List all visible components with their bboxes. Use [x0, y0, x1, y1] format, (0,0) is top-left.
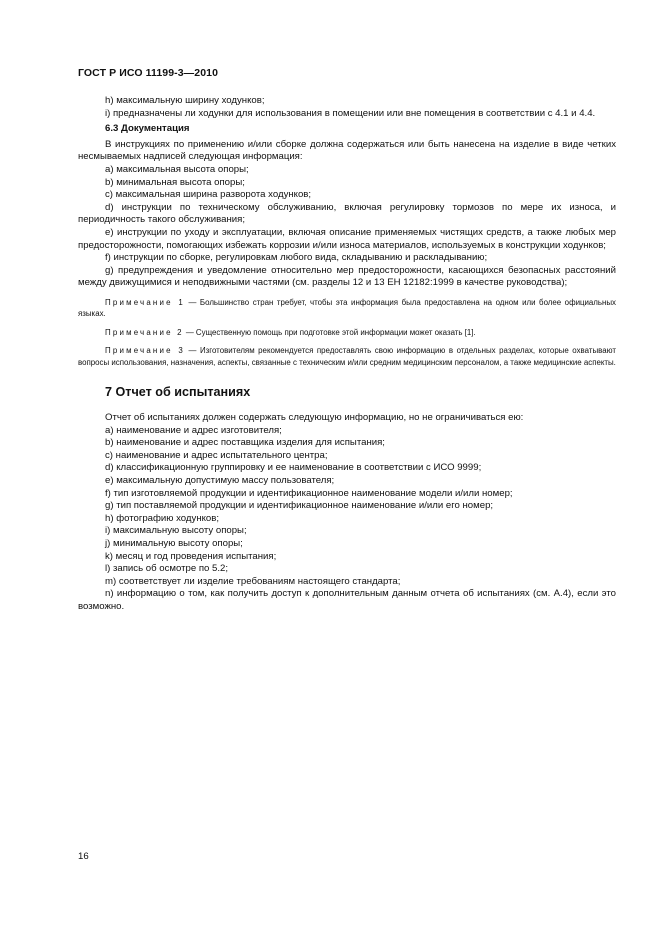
- list-item: f) инструкции по сборке, регулировкам любого вида, складыванию и раскладыванию;: [105, 252, 488, 264]
- list-item: g) тип поставляемой продукции и идентификационное наименование и/или его номер;: [105, 500, 494, 512]
- document-header: ГОСТ Р ИСО 11199-3—2010: [78, 67, 219, 79]
- note-2: [78, 327, 616, 339]
- list-item: h) максимальную ширину ходунков;: [105, 95, 265, 106]
- list-item: a) максимальная высота опоры;: [105, 163, 249, 175]
- list-item: d) инструкции по техническому обслуживанию, включая регулировку тормозов по мере их износа, и периодичность такого обслуживания;: [78, 201, 616, 226]
- section-intro: Отчет об испытаниях должен содержать следующую информацию, но не ограничиваться ею:: [105, 412, 524, 423]
- note-3: [78, 345, 616, 368]
- list-item: b) наименование и адрес поставщика изделия для испытания;: [105, 437, 385, 449]
- list-item: c) наименование и адрес испытательного центра;: [105, 449, 328, 461]
- list-item: e) максимальную допустимую массу пользователя;: [105, 474, 335, 486]
- list-item: f) тип изготовляемой продукции и идентификационное наименование модели и/или номер;: [105, 487, 513, 499]
- list-item: l) запись об осмотре по 5.2;: [105, 563, 229, 575]
- list-item: d) классификационную группировку и ее наименование в соответствии с ИСО 9999;: [105, 462, 482, 474]
- list-item: k) месяц и год проведения испытания;: [105, 550, 277, 562]
- list-item: b) минимальная высота опоры;: [105, 176, 245, 188]
- note-label: Примечание 1: [105, 297, 185, 307]
- list-item: g) предупреждения и уведомление относительно мер предосторожности, касающихся безопасных расстояний между движущимися и неподвижными частями (см. разделы 12 и 13 ЕН 12182:1999 в качестве руководства);: [78, 264, 616, 289]
- list-item: c) максимальная ширина разворота ходунков;: [105, 189, 312, 201]
- list-item: i) предназначены ли ходунки для использования в помещении или вне помещения в соответствии с 4.1 и 4.4.: [105, 107, 596, 119]
- list-item: n) информацию о том, как получить доступ к дополнительным данным отчета об испытаниях (см. А.4), если это возможно.: [78, 588, 616, 612]
- list-item: e) инструкции по уходу и эксплуатации, включая описание применяемых чистящих средств, а также любых мер предосторожности, помогающих избежать коррозии и/или износа материалов, используемых в конструкции ходунков;: [78, 226, 616, 251]
- note-label: Примечание 3: [105, 346, 185, 356]
- list-item: j) минимальную высоту опоры;: [105, 537, 243, 549]
- list-item: a) наименование и адрес изготовителя;: [105, 424, 282, 436]
- note-label: Примечание 2: [105, 327, 184, 337]
- section-heading-7: 7 Отчет об испытаниях: [105, 385, 251, 400]
- list-item: h) фотографию ходунков;: [105, 512, 220, 524]
- list-item: m) соответствует ли изделие требованиям настоящего стандарта;: [105, 575, 401, 587]
- document-body: [78, 95, 616, 614]
- section-intro: В инструкциях по применению и/или сборке должна содержаться или быть нанесена на изделие в виде четких несмываемых надписей следующая информация:: [78, 138, 616, 163]
- list-item: i) максимальную высоту опоры;: [105, 525, 247, 537]
- page-number: 16: [78, 851, 89, 862]
- note-text: — Существенную помощь при подготовке этой информации может оказать [1].: [183, 327, 476, 337]
- note-1: [78, 297, 616, 320]
- section-heading-6-3: 6.3 Документация: [105, 123, 190, 135]
- note-text: — Изготовителям рекомендуется предоставлять свою информацию в отдельных разделах, которые охватывают вопросы использования, назначения, аспекты, связанные с техническим и/или средним медицинским персоналом, а также медицинские аспекты.: [78, 346, 616, 367]
- note-text: — Большинство стран требует, чтобы эта информация была предоставлена на одном или более официальных языках.: [78, 297, 616, 319]
